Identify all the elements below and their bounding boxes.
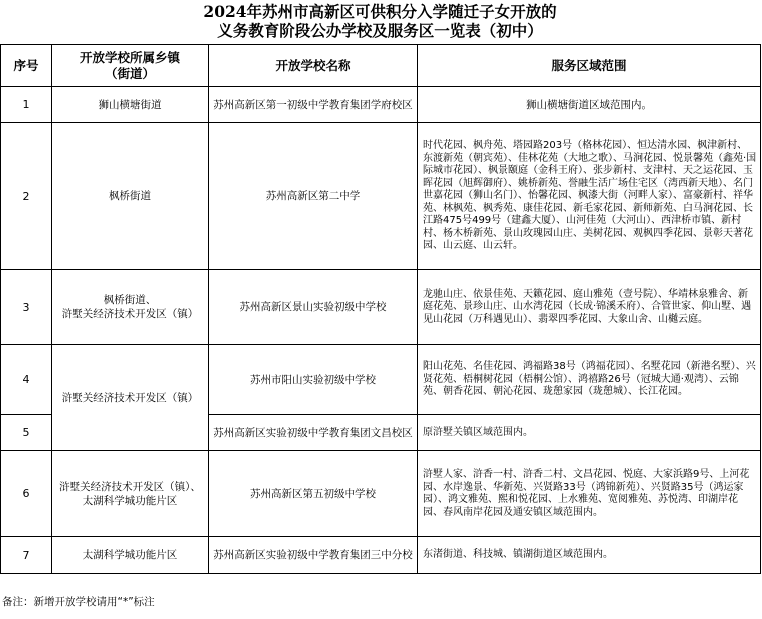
header-street bbox=[52, 45, 209, 87]
row-index: 3 bbox=[1, 270, 52, 345]
header-street-line-2: （街道） bbox=[104, 65, 155, 81]
row-street: 太湖科学城功能片区 bbox=[52, 537, 209, 574]
row-street bbox=[52, 451, 209, 537]
table-header-row bbox=[1, 45, 761, 87]
header-street-line-1: 开放学校所属乡镇 bbox=[79, 49, 180, 65]
row-school: 苏州市阳山实验初级中学校 bbox=[209, 345, 418, 415]
row-street: 枫桥街道 bbox=[52, 123, 209, 270]
row-street-line-1: 浒墅关经济技术开发区（镇）、 bbox=[59, 480, 201, 493]
row-street: 狮山横塘街道 bbox=[52, 87, 209, 123]
table-row bbox=[1, 451, 761, 537]
row-school: 苏州高新区实验初级中学教育集团三中分校 bbox=[209, 537, 418, 574]
row-school: 苏州高新区第一初级中学教育集团学府校区 bbox=[209, 87, 418, 123]
row-school: 苏州高新区第二中学 bbox=[209, 123, 418, 270]
row-area: 龙驰山庄、依景佳苑、天籁花园、庭山雅苑（壹号院）、华靖林泉雅舍、新庭花苑、景珍山庄、山水湾花园（长成·锦溪禾府）、合管世家、仰山墅、遇见山花园（万科遇见山）、翡翠四季花园、大象山舍、山樾云庭。 bbox=[418, 270, 761, 345]
row-area: 阳山花苑、名佳花园、鸿福路38号（鸿福花园）、名墅花园（新港名墅）、兴贤花苑、梧桐树花园（梧桐公馆）、鸿禧路26号（冠城大通·观湾）、云锦苑、朝香花园、朝沁花园、珑憩家园（珑憩城）、长江花园。 bbox=[418, 345, 761, 415]
row-index: 4 bbox=[1, 345, 52, 415]
row-school: 苏州高新区第五初级中学校 bbox=[209, 451, 418, 537]
title-line-2: 义务教育阶段公办学校及服务区一览表（初中） bbox=[217, 21, 543, 40]
row-street: 浒墅关经济技术开发区（镇） bbox=[52, 345, 209, 451]
row-index: 1 bbox=[1, 87, 52, 123]
table-row bbox=[1, 270, 761, 345]
table-row bbox=[1, 123, 761, 270]
row-index: 5 bbox=[1, 415, 52, 451]
row-index: 7 bbox=[1, 537, 52, 574]
footnote: 备注：新增开放学校请用“*”标注 bbox=[2, 596, 155, 608]
school-service-table bbox=[0, 44, 761, 574]
row-street bbox=[52, 270, 209, 345]
row-index: 6 bbox=[1, 451, 52, 537]
table-row bbox=[1, 537, 761, 574]
header-school: 开放学校名称 bbox=[209, 45, 418, 87]
header-index: 序号 bbox=[1, 45, 52, 87]
row-area: 浒墅人家、浒香一村、浒香二村、文昌花园、悦庭、大家浜路9号、上河花园、水岸逸景、华新苑、兴贤路33号（鸿锦新苑）、兴贤路35号（鸿运家园）、鸿文雅苑、熙和悦花园、上水雅苑、宽阅雅苑、苏悦湾、印湖岸花园、春风南岸花园及通安镇区域范围内。 bbox=[418, 451, 761, 537]
table-row bbox=[1, 87, 761, 123]
row-area: 原浒墅关镇区域范围内。 bbox=[418, 415, 761, 451]
page-title bbox=[0, 2, 760, 40]
row-street-line-1: 枫桥街道、 bbox=[103, 294, 157, 306]
row-school: 苏州高新区景山实验初级中学校 bbox=[209, 270, 418, 345]
table-row bbox=[1, 345, 761, 415]
row-area: 东渚街道、科技城、镇湖街道区域范围内。 bbox=[418, 537, 761, 574]
row-area: 狮山横塘街道区域范围内。 bbox=[418, 87, 761, 123]
row-street-line-2: 浒墅关经济技术开发区（镇） bbox=[61, 308, 199, 320]
row-index: 2 bbox=[1, 123, 52, 270]
title-line-1: 2024年苏州市高新区可供积分入学随迁子女开放的 bbox=[203, 2, 557, 21]
row-street-line-2: 太湖科学城功能片区 bbox=[82, 494, 178, 507]
row-area: 时代花园、枫舟苑、塔园路203号（格林花园）、恒达清水园、枫津新村、东渡新苑（朝宾苑）、佳林花苑（大地之歌）、马涧花园、悦景馨苑（鑫苑·国际城市花园）、枫景颐庭（金科王府）、张步新村、支津村、天之运花园、玉晖花园（旭辉御府）、姚桥新苑、誉融生活广场住宅区（湾西新天地）、名门世嘉花园（狮山名门）、怡馨花园、枫漆大街（河畔人家）、富豪新村、祥华苑、林枫苑、枫秀苑、康佳花园、新毛家花园、新师新苑、白马涧花园、长江路475号499号（建鑫大厦）、山河佳苑（大河山）、西津桥市镇、新村村、杨木桥新苑、景山玫瑰园山庄、美树花园、观枫四季花园、景彰天著花园、山云庭、山云轩。 bbox=[418, 123, 761, 270]
header-area: 服务区域范围 bbox=[418, 45, 761, 87]
row-school: 苏州高新区实验初级中学教育集团文昌校区 bbox=[209, 415, 418, 451]
